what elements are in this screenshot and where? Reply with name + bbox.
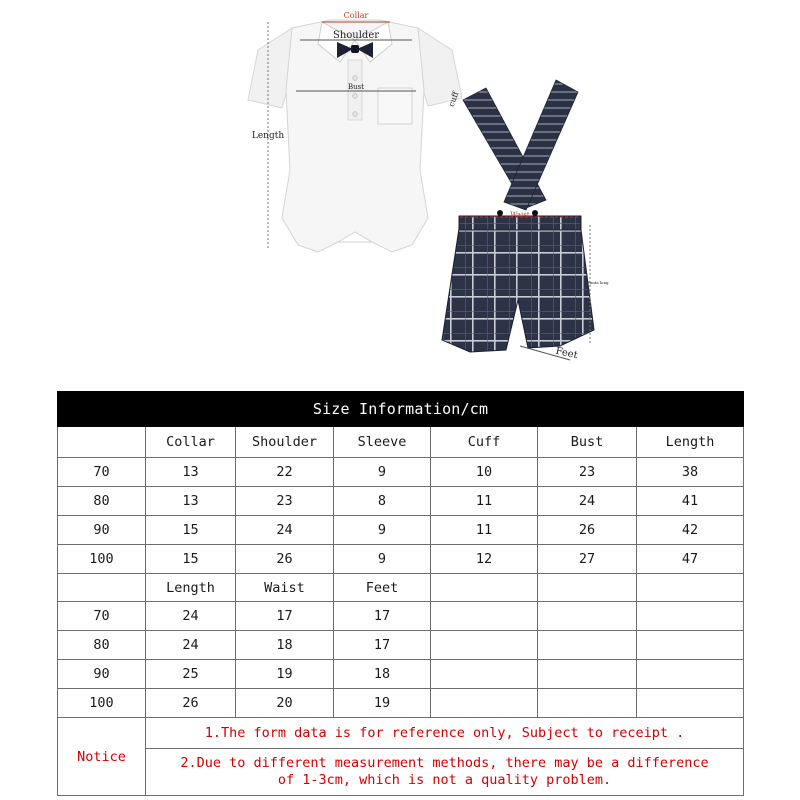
table-cell: 100	[58, 545, 146, 574]
table-cell: 23	[538, 458, 637, 487]
bust-label: Bust	[347, 83, 365, 91]
notice-note-1: 1.The form data is for reference only, Subject to receipt .	[146, 718, 744, 749]
table-cell: 17	[236, 602, 334, 631]
header-cell: Collar	[146, 427, 236, 458]
cuff-label: cuff	[446, 90, 461, 108]
table-cell	[637, 689, 744, 718]
table-cell: 42	[637, 516, 744, 545]
header-cell	[58, 574, 146, 602]
table-cell: 17	[334, 602, 431, 631]
header-cell: Waist	[236, 574, 334, 602]
table-row	[58, 602, 744, 631]
table-cell: 19	[236, 660, 334, 689]
table-cell: 27	[538, 545, 637, 574]
header-cell	[538, 574, 637, 602]
table-cell: 24	[146, 631, 236, 660]
table-cell	[538, 602, 637, 631]
table-cell: 90	[58, 660, 146, 689]
header-cell: Length	[146, 574, 236, 602]
table-cell	[637, 602, 744, 631]
table-cell: 10	[431, 458, 538, 487]
table-cell: 9	[334, 545, 431, 574]
table-cell	[538, 689, 637, 718]
table-row	[58, 458, 744, 487]
table-row	[58, 487, 744, 516]
table-cell: 15	[146, 545, 236, 574]
header-cell: Cuff	[431, 427, 538, 458]
notice-row	[58, 749, 744, 796]
table-cell: 9	[334, 458, 431, 487]
table-cell: 26	[538, 516, 637, 545]
table-title-row	[58, 392, 744, 427]
table-cell: 9	[334, 516, 431, 545]
table-cell: 24	[538, 487, 637, 516]
length-label: Length	[251, 131, 285, 141]
pants-length-label: Pants long	[587, 280, 609, 285]
notice-row	[58, 718, 744, 749]
table-cell: 26	[146, 689, 236, 718]
header-cell: Shoulder	[236, 427, 334, 458]
notice-note-2-line-2: of 1-3cm, which is not a quality problem.	[277, 772, 612, 788]
table-cell: 23	[236, 487, 334, 516]
collar-label: Collar	[343, 11, 369, 20]
table-cell: 15	[146, 516, 236, 545]
size-table	[57, 391, 744, 796]
table-title: Size Information/cm	[58, 392, 744, 427]
header-cell	[58, 427, 146, 458]
table-cell: 22	[236, 458, 334, 487]
header-cell: Sleeve	[334, 427, 431, 458]
table-cell: 11	[431, 487, 538, 516]
header-cell	[431, 574, 538, 602]
table-cell: 80	[58, 631, 146, 660]
table-cell: 25	[146, 660, 236, 689]
table-cell: 26	[236, 545, 334, 574]
top-header-row	[58, 427, 744, 458]
table-cell	[431, 631, 538, 660]
table-cell: 38	[637, 458, 744, 487]
table-cell: 13	[146, 458, 236, 487]
notice-label: Notice	[58, 718, 146, 796]
table-cell: 18	[236, 631, 334, 660]
table-row	[58, 631, 744, 660]
feet-label: Feet	[554, 345, 579, 362]
header-cell: Bust	[538, 427, 637, 458]
bottom-header-row	[58, 574, 744, 602]
table-cell: 13	[146, 487, 236, 516]
table-cell	[431, 660, 538, 689]
table-row	[58, 689, 744, 718]
table-cell: 100	[58, 689, 146, 718]
header-cell	[637, 574, 744, 602]
table-cell: 19	[334, 689, 431, 718]
table-row	[58, 545, 744, 574]
notice-note-2	[146, 749, 744, 796]
table-cell: 70	[58, 602, 146, 631]
table-cell: 8	[334, 487, 431, 516]
table-row	[58, 660, 744, 689]
notice-note-2-line-1: 2.Due to different measurement methods, there may be a difference	[180, 755, 709, 771]
table-cell: 20	[236, 689, 334, 718]
table-cell: 17	[334, 631, 431, 660]
shoulder-label: Shoulder	[332, 30, 380, 41]
table-cell	[538, 631, 637, 660]
table-cell: 11	[431, 516, 538, 545]
table-cell: 24	[236, 516, 334, 545]
waist-label: Waist	[510, 211, 530, 219]
table-cell: 47	[637, 545, 744, 574]
table-cell	[637, 631, 744, 660]
header-cell: Feet	[334, 574, 431, 602]
table-cell: 80	[58, 487, 146, 516]
table-cell: 24	[146, 602, 236, 631]
product-illustration	[0, 0, 800, 385]
table-cell	[637, 660, 744, 689]
table-row	[58, 516, 744, 545]
table-cell	[431, 689, 538, 718]
table-cell	[431, 602, 538, 631]
table-cell: 70	[58, 458, 146, 487]
table-cell: 12	[431, 545, 538, 574]
table-cell: 18	[334, 660, 431, 689]
table-cell: 41	[637, 487, 744, 516]
table-cell: 90	[58, 516, 146, 545]
header-cell: Length	[637, 427, 744, 458]
table-cell	[538, 660, 637, 689]
